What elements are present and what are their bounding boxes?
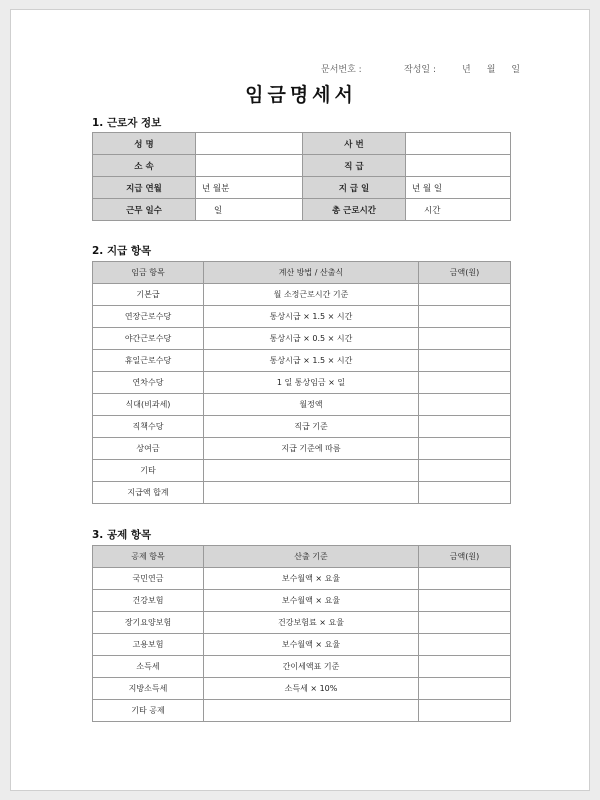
amount-cell[interactable] <box>419 590 511 612</box>
amount-cell[interactable] <box>419 612 511 634</box>
method-cell: 통상시급 × 0.5 × 시간 <box>204 328 419 350</box>
item-cell: 국민연금 <box>93 568 204 590</box>
item-cell: 야간근로수당 <box>93 328 204 350</box>
position-field[interactable] <box>406 155 511 177</box>
section-worker-info-title: 1. 근로자 정보 <box>92 117 162 129</box>
method-cell: 건강보험료 × 요율 <box>204 612 419 634</box>
item-cell: 소득세 <box>93 656 204 678</box>
item-cell: 건강보험 <box>93 590 204 612</box>
payments-table <box>92 261 511 504</box>
amount-cell[interactable] <box>419 700 511 722</box>
method-cell[interactable] <box>204 700 419 722</box>
method-cell: 간이세액표 기준 <box>204 656 419 678</box>
amount-cell[interactable] <box>419 460 511 482</box>
col-header-basis: 산출 기준 <box>204 546 419 568</box>
method-cell: 보수월액 × 요율 <box>204 634 419 656</box>
table-row <box>93 590 511 612</box>
table-row <box>93 656 511 678</box>
col-header-item: 공제 항목 <box>93 546 204 568</box>
method-cell: 소득세 × 10% <box>204 678 419 700</box>
col-header-item: 임금 항목 <box>93 262 204 284</box>
amount-cell[interactable] <box>419 634 511 656</box>
table-row <box>93 177 511 199</box>
amount-cell[interactable] <box>419 656 511 678</box>
item-cell: 기타 <box>93 460 204 482</box>
table-row <box>93 284 511 306</box>
table-row <box>93 350 511 372</box>
table-row <box>93 634 511 656</box>
method-cell: 월 소정근로시간 기준 <box>204 284 419 306</box>
table-header-row <box>93 546 511 568</box>
amount-cell[interactable] <box>419 372 511 394</box>
amount-cell[interactable] <box>419 284 511 306</box>
name-label: 성 명 <box>93 133 196 155</box>
table-row <box>93 460 511 482</box>
table-row <box>93 394 511 416</box>
item-cell: 식대(비과세) <box>93 394 204 416</box>
date-day: 일 <box>511 65 521 75</box>
item-cell: 고용보험 <box>93 634 204 656</box>
deductions-table <box>92 545 511 722</box>
item-cell: 직책수당 <box>93 416 204 438</box>
employee-id-field[interactable] <box>406 133 511 155</box>
amount-cell[interactable] <box>419 568 511 590</box>
item-cell: 연장근로수당 <box>93 306 204 328</box>
method-cell: 지급 기준에 따름 <box>204 438 419 460</box>
method-cell: 통상시급 × 1.5 × 시간 <box>204 306 419 328</box>
table-row <box>93 372 511 394</box>
item-cell: 지급액 합계 <box>93 482 204 504</box>
method-cell[interactable] <box>204 460 419 482</box>
method-cell: 통상시급 × 1.5 × 시간 <box>204 350 419 372</box>
col-header-method: 계산 방법 / 산출식 <box>204 262 419 284</box>
table-row <box>93 482 511 504</box>
employee-id-label: 사 번 <box>303 133 406 155</box>
item-cell: 휴일근로수당 <box>93 350 204 372</box>
department-field[interactable] <box>196 155 303 177</box>
method-cell: 월정액 <box>204 394 419 416</box>
table-row <box>93 700 511 722</box>
total-hours-label: 총 근로시간 <box>303 199 406 221</box>
amount-cell[interactable] <box>419 306 511 328</box>
item-cell: 연차수당 <box>93 372 204 394</box>
date-month: 월 <box>486 65 496 75</box>
table-header-row <box>93 262 511 284</box>
table-row <box>93 133 511 155</box>
method-cell: 보수월액 × 요율 <box>204 590 419 612</box>
method-cell: 보수월액 × 요율 <box>204 568 419 590</box>
pay-period-label: 지급 연월 <box>93 177 196 199</box>
table-row <box>93 155 511 177</box>
item-cell: 상여금 <box>93 438 204 460</box>
table-row <box>93 612 511 634</box>
work-days-field[interactable]: 일 <box>196 199 303 221</box>
table-row <box>93 306 511 328</box>
amount-cell[interactable] <box>419 678 511 700</box>
item-cell: 지방소득세 <box>93 678 204 700</box>
method-cell <box>204 482 419 504</box>
document-page <box>10 9 590 791</box>
name-field[interactable] <box>196 133 303 155</box>
worker-info-table <box>92 132 511 221</box>
table-row <box>93 199 511 221</box>
total-hours-field[interactable]: 시간 <box>406 199 511 221</box>
table-row <box>93 678 511 700</box>
section-payments-title: 2. 지급 항목 <box>92 245 152 257</box>
total-amount-cell[interactable] <box>419 482 511 504</box>
position-label: 직 급 <box>303 155 406 177</box>
table-row <box>93 438 511 460</box>
col-header-amount: 금액(원) <box>419 262 511 284</box>
amount-cell[interactable] <box>419 438 511 460</box>
pay-date-field[interactable]: 년 월 일 <box>406 177 511 199</box>
table-row <box>93 328 511 350</box>
item-cell: 기타 공제 <box>93 700 204 722</box>
department-label: 소 속 <box>93 155 196 177</box>
doc-number-label: 문서번호 : <box>321 65 362 75</box>
amount-cell[interactable] <box>419 328 511 350</box>
col-header-amount: 금액(원) <box>419 546 511 568</box>
pay-period-field[interactable]: 년 월분 <box>196 177 303 199</box>
date-label: 작성일 : <box>404 65 436 75</box>
pay-date-label: 지 급 일 <box>303 177 406 199</box>
table-row <box>93 416 511 438</box>
date-line <box>404 62 520 75</box>
section-deductions-title: 3. 공제 항목 <box>92 529 152 541</box>
document-title: 임금명세서 <box>245 84 357 106</box>
date-year: 년 <box>461 65 471 75</box>
amount-cell[interactable] <box>419 350 511 372</box>
work-days-label: 근무 일수 <box>93 199 196 221</box>
method-cell: 1 일 통상임금 × 일 <box>204 372 419 394</box>
amount-cell[interactable] <box>419 416 511 438</box>
table-row <box>93 568 511 590</box>
method-cell: 직급 기준 <box>204 416 419 438</box>
amount-cell[interactable] <box>419 394 511 416</box>
item-cell: 기본급 <box>93 284 204 306</box>
item-cell: 장기요양보험 <box>93 612 204 634</box>
